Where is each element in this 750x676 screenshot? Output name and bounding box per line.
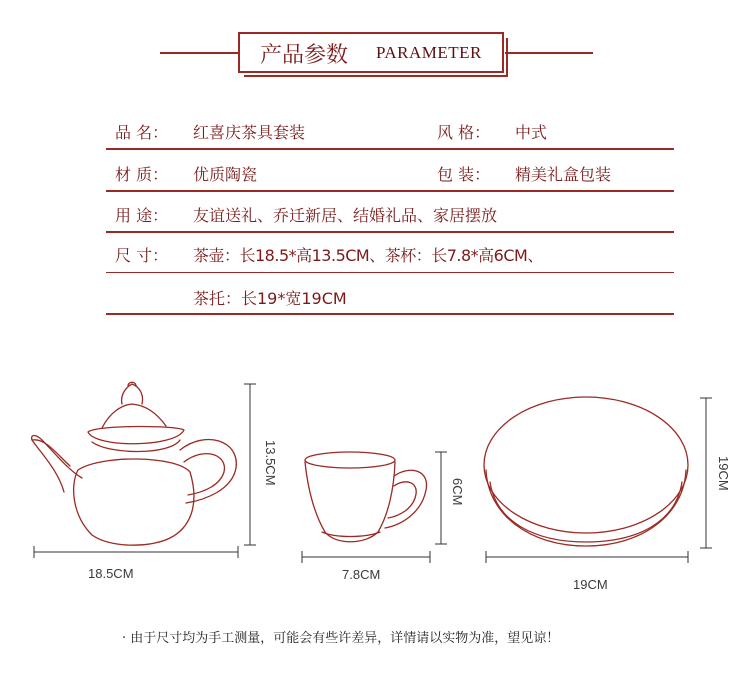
- package-value: 精美礼盒包装: [515, 165, 612, 184]
- material-label: 材 质：: [115, 165, 169, 184]
- package-label: 包 装：: [437, 165, 491, 184]
- measurement-note: · 由于尺寸均为手工测量，可能会有些许差异，详情请以实物为准，望见谅！: [122, 631, 560, 646]
- teapot-height-label: 13.5CM: [263, 440, 278, 486]
- size-label: 尺 寸：: [115, 246, 169, 265]
- cup-drawing: [305, 452, 427, 542]
- name-value: 红喜庆茶具套装: [193, 123, 306, 142]
- saucer-drawing: [484, 397, 688, 546]
- size-value-line2: 茶托：长19*宽19CM: [193, 289, 347, 308]
- header-title-en: PARAMETER: [376, 43, 482, 62]
- size-value-line1: 茶壶：长18.5*高13.5CM、茶杯：长7.8*高6CM、: [193, 246, 543, 265]
- teapot-drawing: [32, 382, 237, 545]
- style-value: 中式: [515, 123, 548, 142]
- name-label: 品 名：: [115, 123, 169, 142]
- saucer-width-label: 19CM: [573, 577, 608, 592]
- saucer-height-label: 19CM: [716, 456, 731, 491]
- usage-label: 用 途：: [115, 206, 169, 225]
- header-title-cn: 产品参数: [260, 43, 349, 68]
- cup-width-label: 7.8CM: [342, 567, 381, 582]
- cup-height-label: 6CM: [450, 478, 465, 506]
- usage-value: 友谊送礼、乔迁新居、结婚礼品、家居摆放: [193, 206, 498, 225]
- style-label: 风 格：: [437, 123, 491, 142]
- material-value: 优质陶瓷: [193, 165, 258, 184]
- teapot-width-label: 18.5CM: [88, 566, 134, 581]
